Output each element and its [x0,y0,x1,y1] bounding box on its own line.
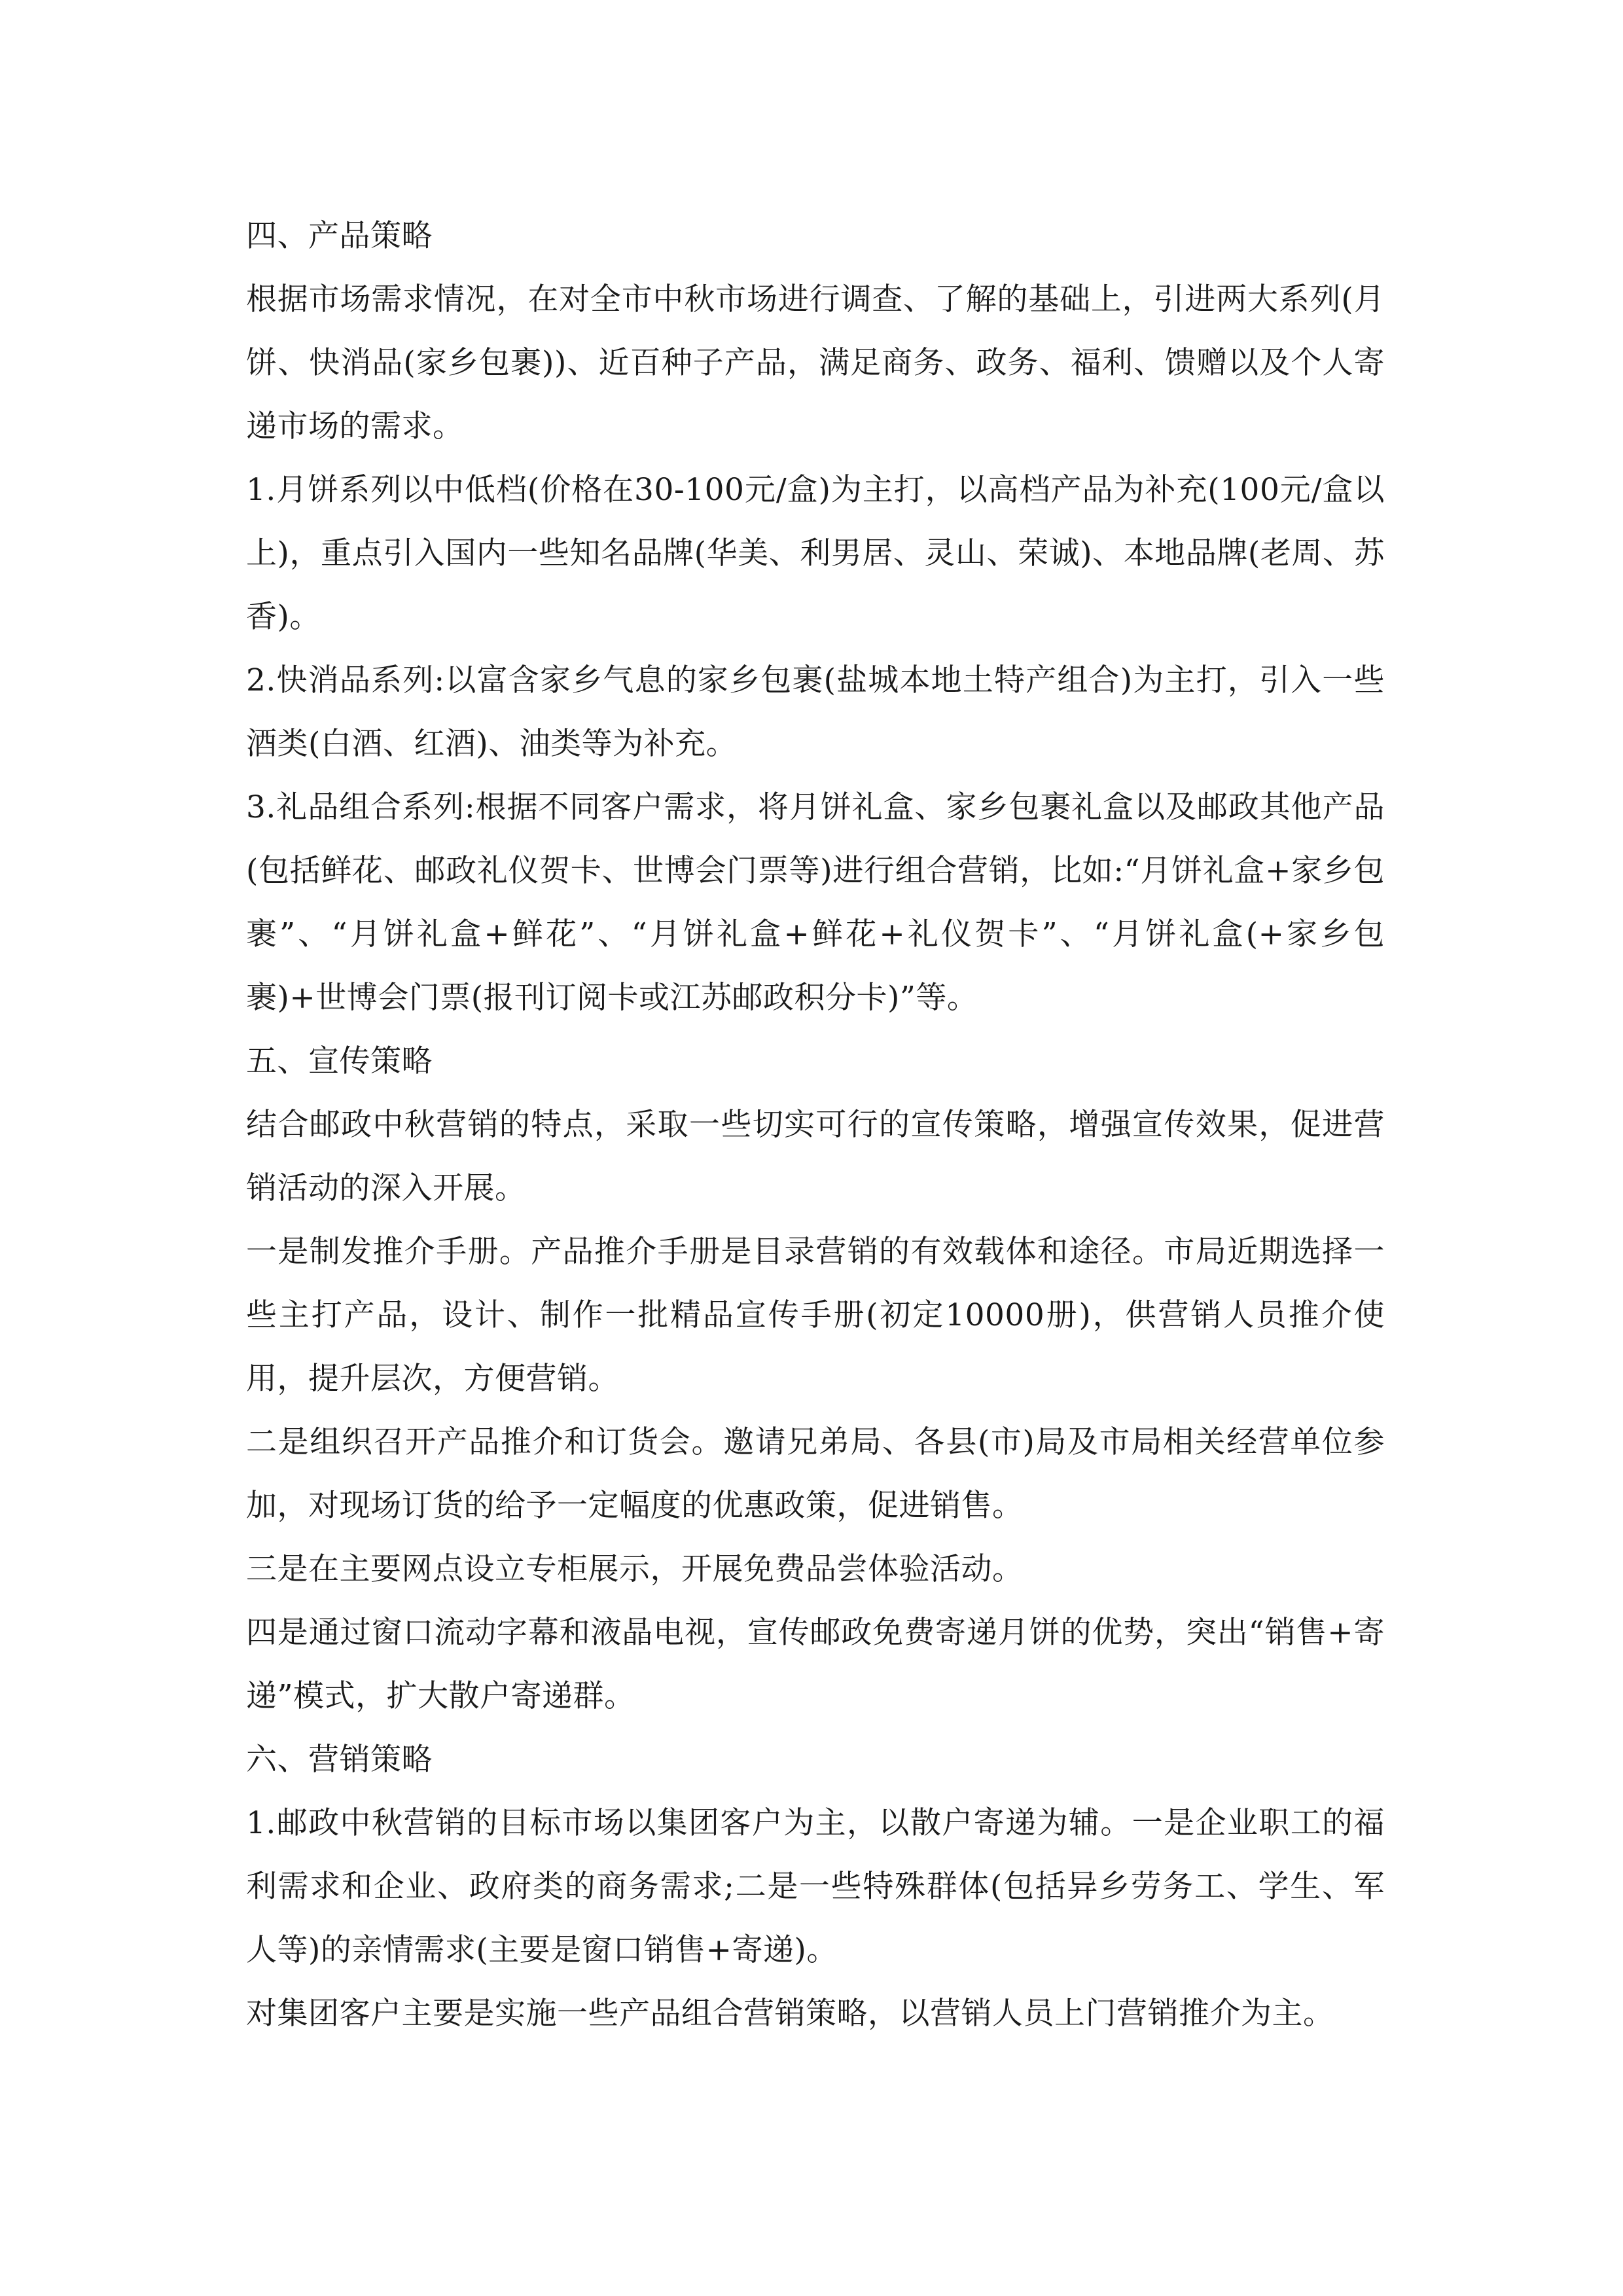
paragraph-fmcg-series: 2.快消品系列:以富含家乡气息的家乡包裹(盐城本地土特产组合)为主打，引入一些酒类(白酒、红酒)、油类等为补充。 [246,662,1385,762]
paragraph-promotion-intro: 结合邮政中秋营销的特点，采取一些切实可行的宣传策略，增强宣传效果，促进营销活动的深入开展。 [246,1107,1385,1206]
paragraph-brochure: 一是制发推介手册。产品推介手册是目录营销的有效载体和途径。市局近期选择一些主打产品，设计、制作一批精品宣传手册(初定10000册)，供营销人员推介使用，提升层次，方便营销。 [246,1234,1385,1397]
paragraph-order-fair: 二是组织召开产品推介和订货会。邀请兄弟局、各县(市)局及市局相关经营单位参加，对现场订货的给予一定幅度的优惠政策，促进销售。 [246,1424,1385,1524]
document-body [246,204,1385,2045]
paragraph-target-market: 1.邮政中秋营销的目标市场以集团客户为主，以散户寄递为辅。一是企业职工的福利需求和企业、政府类的商务需求;二是一些特殊群体(包括异乡劳务工、学生、军人等)的亲情需求(主要是窗口销售+寄递)。 [246,1805,1385,1968]
section-heading-product-strategy: 四、产品策略 [246,218,433,254]
paragraph-mooncake-series: 1.月饼系列以中低档(价格在30-100元/盒)为主打，以高档产品为补充(100元/盒以上)，重点引入国内一些知名品牌(华美、利男居、灵山、荣诚)、本地品牌(老周、苏香)。 [246,472,1385,635]
paragraph-product-intro: 根据市场需求情况，在对全市中秋市场进行调查、了解的基础上，引进两大系列(月饼、快消品(家乡包裹))、近百种子产品，满足商务、政务、福利、馈赠以及个人寄递市场的需求。 [246,281,1385,444]
section-heading-marketing-strategy: 六、营销策略 [246,1742,433,1778]
paragraph-group-clients: 对集团客户主要是实施一些产品组合营销策略，以营销人员上门营销推介为主。 [246,1996,1334,2032]
paragraph-counter-display: 三是在主要网点设立专柜展示，开展免费品尝体验活动。 [246,1551,1024,1587]
paragraph-gift-combo-series: 3.礼品组合系列:根据不同客户需求，将月饼礼盒、家乡包裹礼盒以及邮政其他产品(包括鲜花、邮政礼仪贺卡、世博会门票等)进行组合营销，比如:“月饼礼盒+家乡包裹”、“月饼礼盒+鲜花”、“月饼礼盒+鲜花+礼仪贺卡”、“月饼礼盒(+家乡包裹)+世博会门票(报刊订阅卡或江苏邮政积分卡)”等。 [246,789,1385,1016]
section-heading-promotion-strategy: 五、宣传策略 [246,1043,433,1079]
paragraph-window-ads: 四是通过窗口流动字幕和液晶电视，宣传邮政免费寄递月饼的优势，突出“销售+寄递”模式，扩大散户寄递群。 [246,1615,1385,1714]
